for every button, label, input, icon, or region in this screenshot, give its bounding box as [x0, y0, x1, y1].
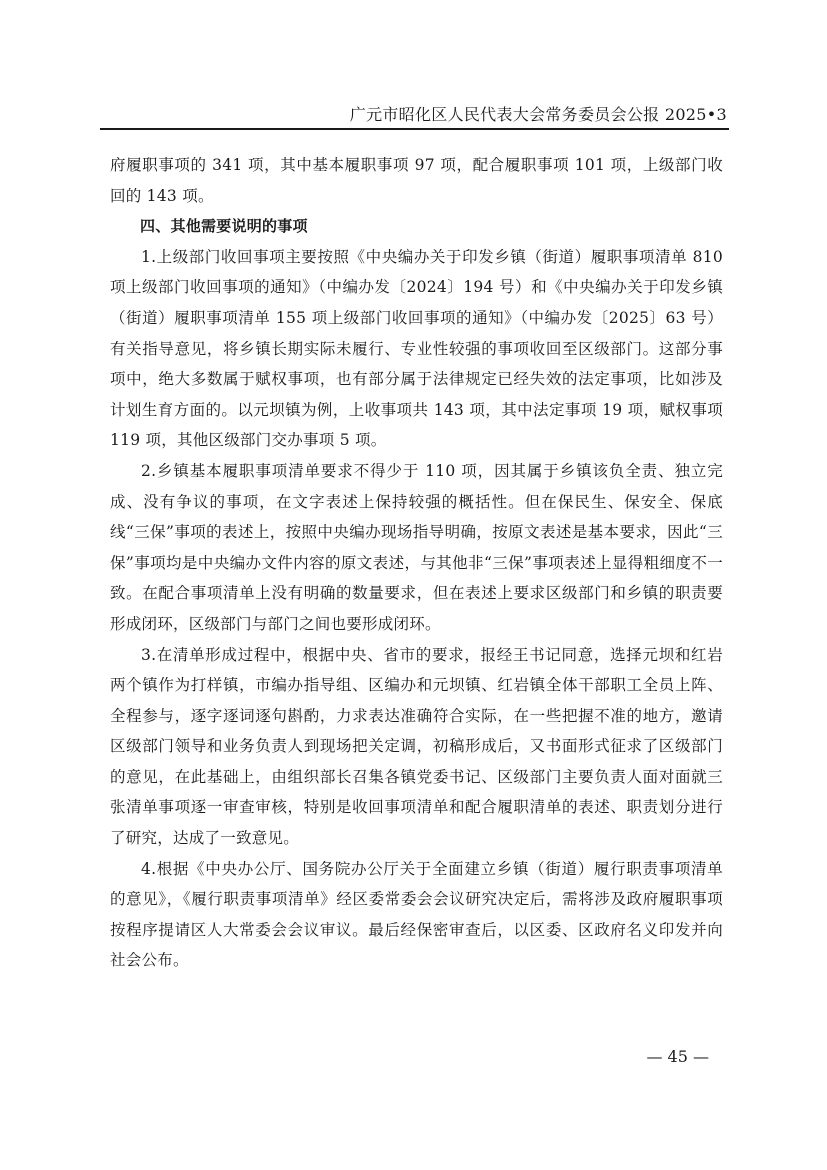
section-heading: 四、其他需要说明的事项 [140, 217, 308, 236]
header-rule [100, 128, 729, 130]
paragraph-item-1: 1.上级部门收回事项主要按照《中央编办关于印发乡镇（街道）履职事项清单 810 项上级部门收回事项的通知》（中编办发〔2024〕194 号）和《中央编办关于印发乡镇（街道）履职事项清单 155 项上级部门收回事项的通知》（中编办发〔2025〕63 号）有关指导意见，将乡镇长期实际未履行、专业性较强的事项收回至区级部门。这部分事项中，绝大多数属于赋权事项，也有部分属于法律规定已经失效的法定事项，比如涉及计划生育方面的。以元坝镇为例，上收事项共 143 项，其中法定事项 19 项，赋权事项 119 项，其他区级部门交办事项 5 项。 [110, 247, 723, 450]
header-title: 广元市昭化区人民代表大会常务委员会公报 2025•3 [349, 105, 727, 124]
paragraph-item-2: 2.乡镇基本履职事项清单要求不得少于 110 项，因其属于乡镇该负全责、独立完成、没有争议的事项，在文字表述上保持较强的概括性。但在保民生、保安全、保底线“三保”事项的表述上，按照中央编办现场指导明确，按原文表述是基本要求，因此“三保”事项均是中央编办文件内容的原文表述，与其他非“三保”事项表述上显得粗细度不一致。在配合事项清单上没有明确的数量要求，但在表述上要求区级部门和乡镇的职责要形成闭环，区级部门与部门之间也要形成闭环。 [110, 461, 723, 633]
paragraph-item-4: 4.根据《中央办公厅、国务院办公厅关于全面建立乡镇（街道）履行职责事项清单的意见》，《履行职责事项清单》经区委常委会会议研究决定后，需将涉及政府履职事项按程序提请区人大常委会会议审议。最后经保密审查后，以区委、区政府名义印发并向社会公布。 [110, 859, 723, 970]
document-body [110, 150, 723, 976]
page-number: — 45 — [646, 1047, 709, 1066]
page-header [100, 98, 729, 130]
intro-paragraph: 府履职事项的 341 项，其中基本履职事项 97 项，配合履职事项 101 项，上级部门收回的 143 项。 [110, 156, 723, 205]
paragraph-item-3: 3.在清单形成过程中，根据中央、省市的要求，报经王书记同意，选择元坝和红岩两个镇作为打样镇，市编办指导组、区编办和元坝镇、红岩镇全体干部职工全员上阵、全程参与，逐字逐词逐句斟酌，力求表达准确符合实际，在一些把握不准的地方，邀请区级部门领导和业务负责人到现场把关定调，初稿形成后，又书面形式征求了区级部门的意见，在此基础上，由组织部长召集各镇党委书记、区级部门主要负责人面对面就三张清单事项逐一审查审核，特别是收回事项清单和配合履职清单的表述、职责划分进行了研究，达成了一致意见。 [110, 645, 723, 848]
